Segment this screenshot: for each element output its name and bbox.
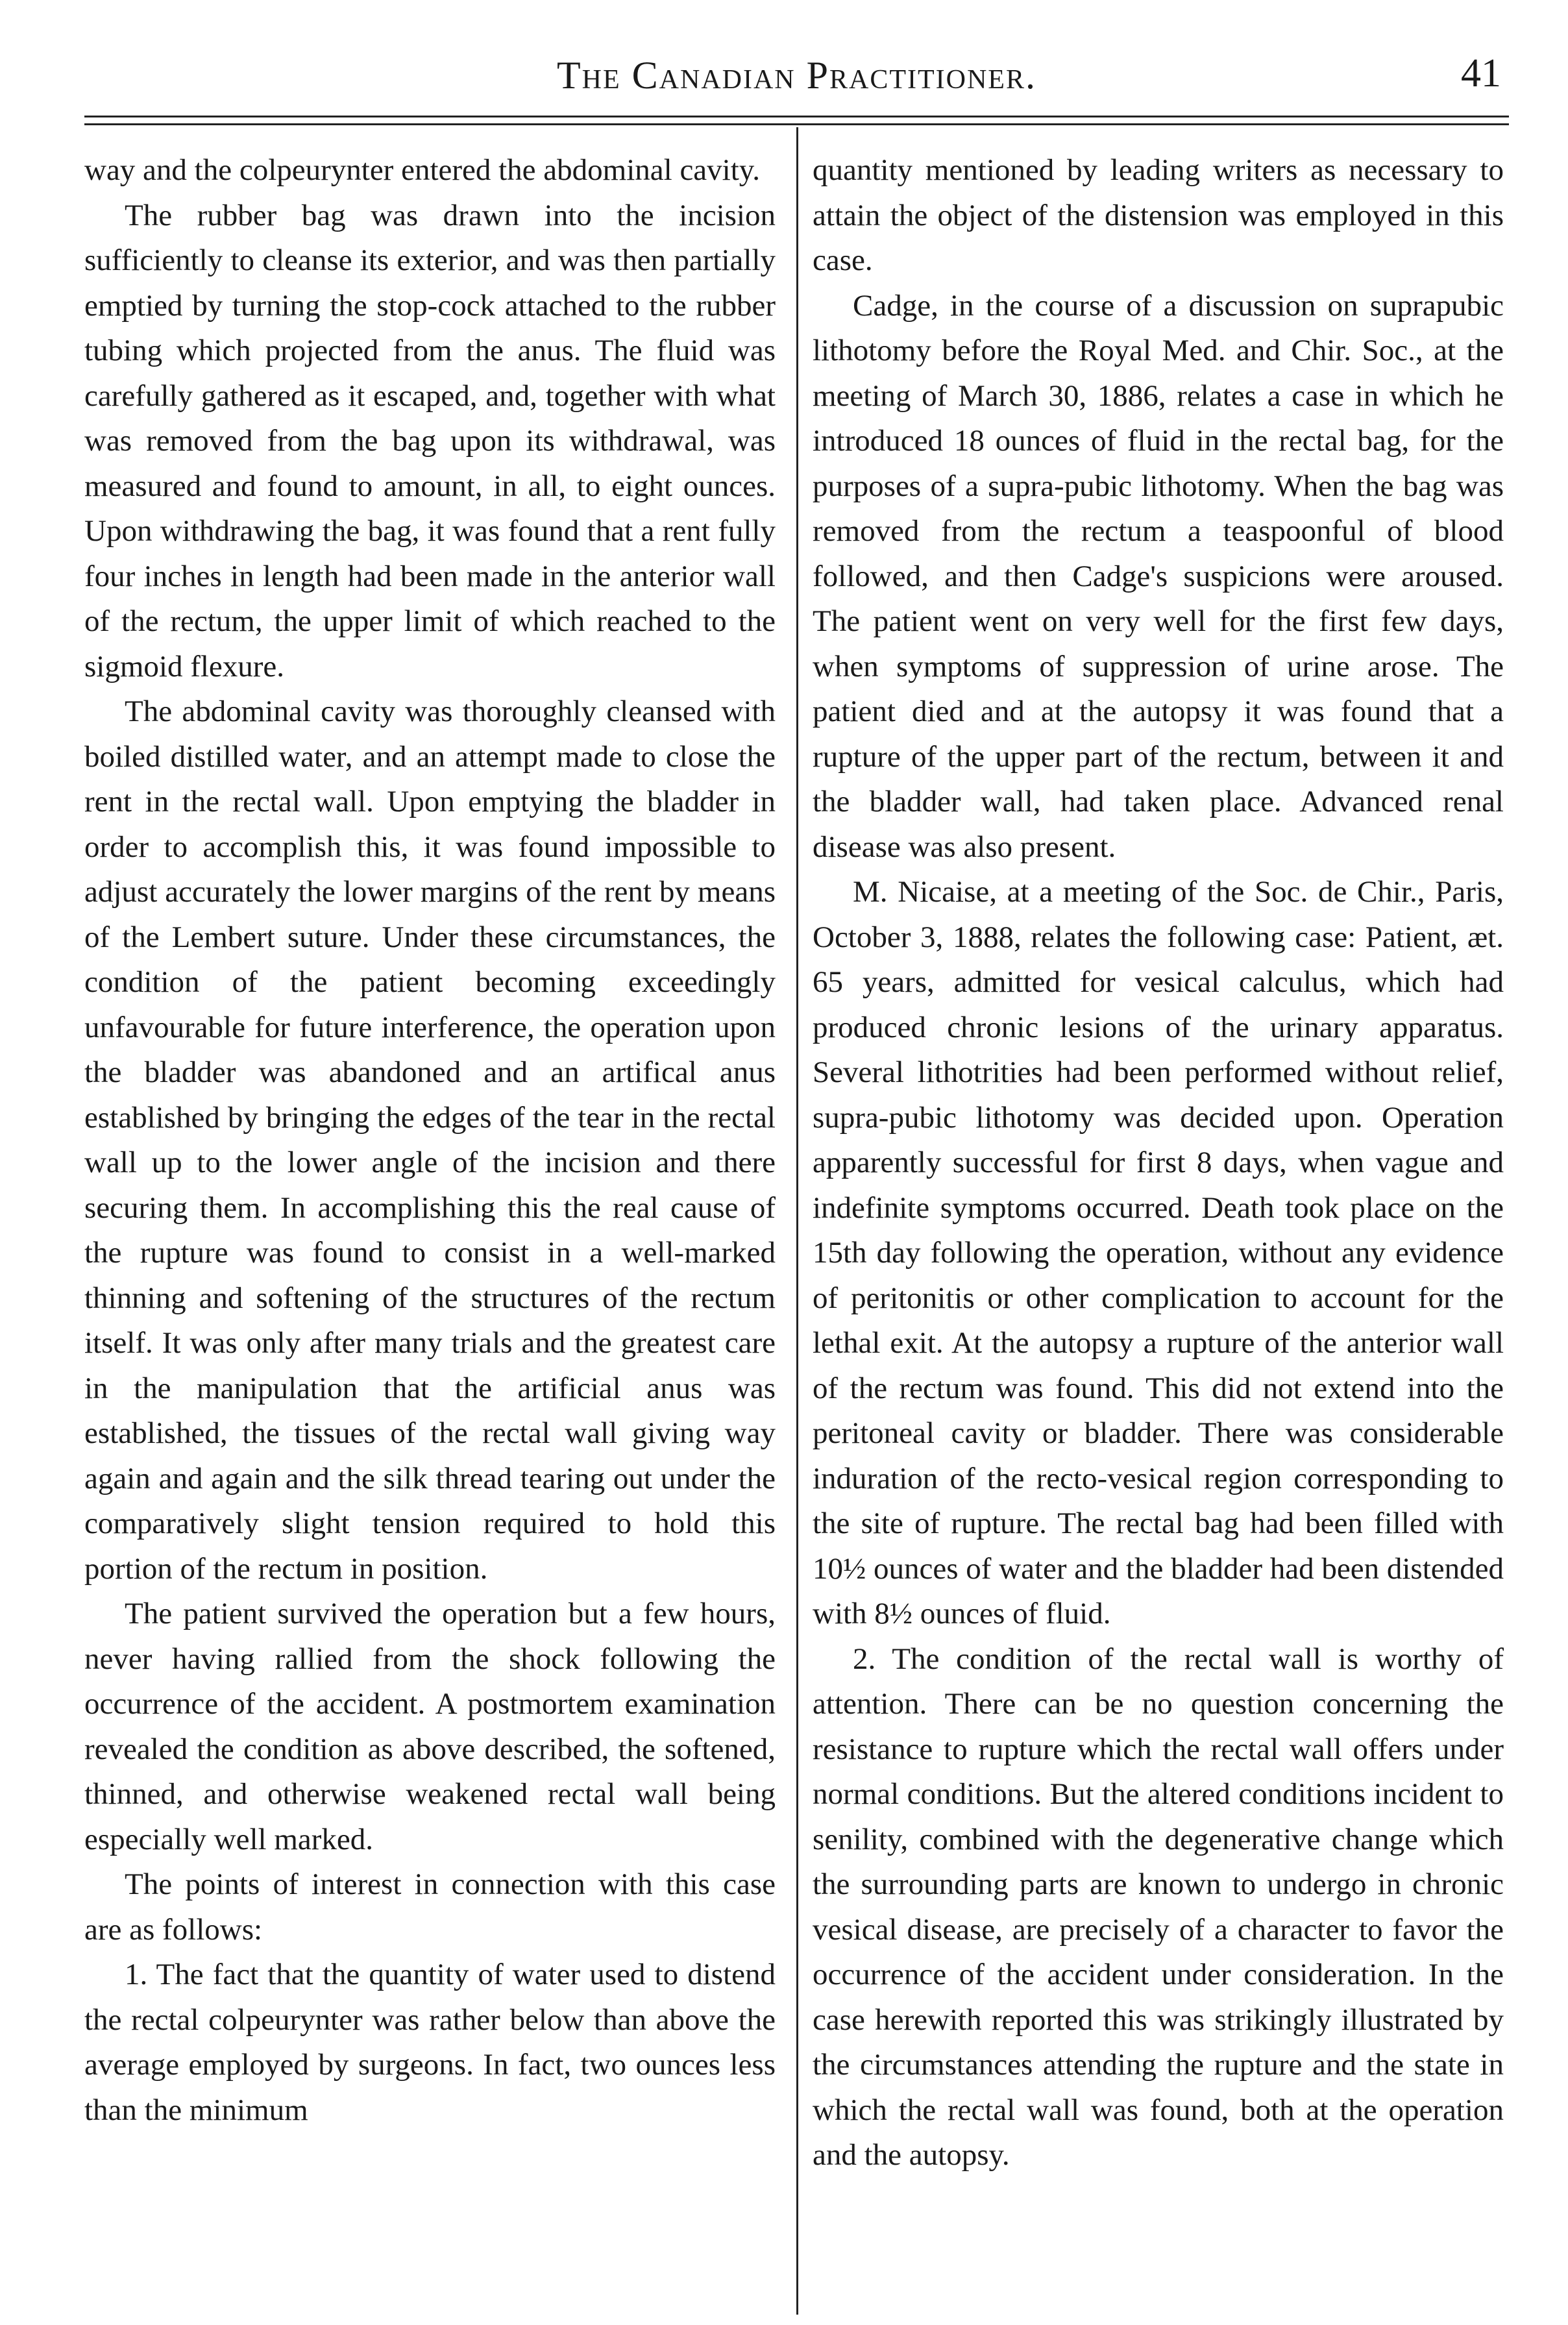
page-number: 41 <box>1461 51 1501 95</box>
right-column <box>813 148 1504 2178</box>
running-title: The Canadian Practitioner. <box>557 54 1036 97</box>
paragraph: The rubber bag was drawn into the incision sufficiently to cleanse its exterior, and was then partially emptied by turning the stop-cock attached to the rubber tubing which projected from the anus. The fluid was carefully gathered as it escaped, and, together with what was removed from the bag upon its withdrawal, was measured and found to amount, in all, to eight ounces. Upon withdrawing the bag, it was found that a rent fully four inches in length had been made in the anterior wall of the rectum, the upper limit of which reached to the sigmoid flexure. <box>84 198 776 683</box>
column-divider <box>796 127 798 2315</box>
paragraph: way and the colpeurynter entered the abdominal cavity. <box>84 153 760 187</box>
paragraph: Cadge, in the course of a discussion on suprapubic lithotomy before the Royal Med. and Chir. Soc., at the meeting of March 30, 1886, relates a case in which he introduced 18 ounces of fluid in the rectal bag, for the purposes of a supra-pubic lithotomy. When the bag was removed from the rectum a teaspoonful of blood followed, and then Cadge's suspicions were aroused. The patient went on very well for the first few days, when symptoms of suppression of urine arose. The patient died and at the autopsy it was found that a rupture of the upper part of the rectum, between it and the bladder wall, had taken place. Advanced renal disease was also present. <box>813 288 1504 864</box>
paragraph: The abdominal cavity was thoroughly cleansed with boiled distilled water, and an attempt made to close the rent in the rectal wall. Upon emptying the bladder in order to accomplish this, it was found impossible to adjust accurately the lower margins of the rent by means of the Lembert suture. Under these circumstances, the condition of the patient becoming exceedingly unfavourable for future interference, the operation upon the bladder was abandoned and an artifical anus established by bringing the edges of the tear in the rectal wall up to the lower angle of the incision and there securing them. In accomplishing this the real cause of the rupture was found to consist in a well-marked thinning and softening of the structures of the rectum itself. It was only after many trials and the greatest care in the manipulation that the artificial anus was established, the tissues of the rectal wall giving way again and again and the silk thread tearing out under the comparatively slight tension required to hold this portion of the rectum in position. <box>84 695 776 1586</box>
left-column <box>84 148 776 2133</box>
paragraph: quantity mentioned by leading writers as necessary to attain the object of the distension was employed in this case. <box>813 153 1504 277</box>
paragraph: M. Nicaise, at a meeting of the Soc. de Chir., Paris, October 3, 1888, relates the following case: Patient, æt. 65 years, admitted for vesical calculus, which had produced chronic lesions of the urinary apparatus. Several lithotrities had been performed without relief, supra-pubic lithotomy was decided upon. Operation apparently successful for first 8 days, when vague and indefinite symptoms occurred. Death took place on the 15th day following the operation, without any evidence of peritonitis or other complication to account for the lethal exit. At the autopsy a rupture of the anterior wall of the rectum was found. This did not extend into the peritoneal cavity or bladder. There was considerable induration of the recto-vesical region corresponding to the site of rupture. The rectal bag had been filled with 10½ ounces of water and the bladder had been distended with 8½ ounces of fluid. <box>813 875 1504 1630</box>
header-rule-top <box>84 116 1509 117</box>
paragraph: 2. The condition of the rectal wall is worthy of attention. There can be no question concerning the resistance to rupture which the rectal wall offers under normal conditions. But the altered conditions incident to senility, combined with the degenerative change which the surrounding parts are known to undergo in chronic vesical disease, are precisely of a character to favor the occurrence of the accident under consideration. In the case herewith reported this was strikingly illustrated by the circumstances attending the rupture and the state in which the rectal wall was found, both at the operation and the autopsy. <box>813 1642 1504 2172</box>
paragraph: 1. The fact that the quantity of water used to distend the rectal colpeurynter was rather below than above the average employed by surgeons. In fact, two ounces less than the minimum <box>84 1958 776 2127</box>
page-header <box>84 39 1509 110</box>
header-rule-bottom <box>84 123 1509 125</box>
paragraph: The points of interest in connection with this case are as follows: <box>84 1867 776 1947</box>
paragraph: The patient survived the operation but a few hours, never having rallied from the shock following the occurrence of the accident. A postmortem examination revealed the condition as above described, the softened, thinned, and otherwise weakened rectal wall being especially well marked. <box>84 1597 776 1856</box>
